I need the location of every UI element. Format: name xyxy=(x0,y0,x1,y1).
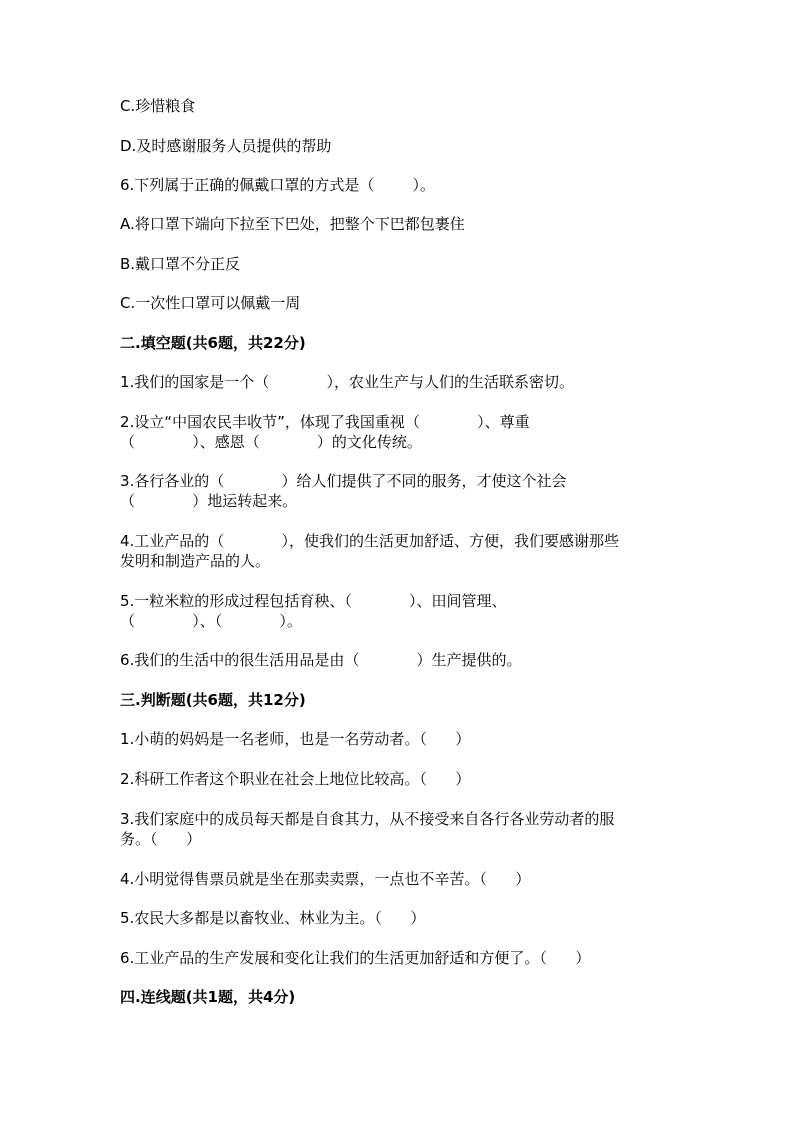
fill-question-2-line-1: 2.设立“中国农民丰收节”，体现了我国重视（ ）、尊重 xyxy=(120,413,530,431)
option-b-mask: B.戴口罩不分正反 xyxy=(120,255,241,273)
fill-question-1: 1.我们的国家是一个（ ），农业生产与人们的生活联系密切。 xyxy=(120,373,575,391)
judge-question-2: 2.科研工作者这个职业在社会上地位比较高。（ ） xyxy=(120,770,471,788)
fill-question-3-line-2: （ ）地运转起来。 xyxy=(120,492,298,510)
option-c-cherish-grain: C.珍惜粮食 xyxy=(120,97,196,115)
judge-question-3-line-2: 务。（ ） xyxy=(120,830,202,848)
fill-question-4-line-1: 4.工业产品的（ ），使我们的生活更加舒适、方便，我们要感谢那些 xyxy=(120,532,620,550)
fill-question-2-line-2: （ ）、感恩（ ）的文化传统。 xyxy=(120,433,422,451)
judge-question-1: 1.小萌的妈妈是一名老师，也是一名劳动者。（ ） xyxy=(120,730,471,748)
option-a-mask: A.将口罩下端向下拉至下巴处，把整个下巴都包裹住 xyxy=(120,215,465,233)
option-d-thank-service: D.及时感谢服务人员提供的帮助 xyxy=(120,137,332,155)
judge-question-6: 6.工业产品的生产发展和变化让我们的生活更加舒适和方便了。（ ） xyxy=(120,949,591,967)
question-6-mask: 6.下列属于正确的佩戴口罩的方式是（ ）。 xyxy=(120,176,435,194)
fill-question-5-line-2: （ ）、（ ）。 xyxy=(120,612,302,630)
fill-question-3-line-1: 3.各行各业的（ ）给人们提供了不同的服务，才使这个社会 xyxy=(120,472,567,490)
judge-question-5: 5.农民大多都是以畜牧业、林业为主。（ ） xyxy=(120,909,426,927)
fill-question-4-line-2: 发明和制造产品的人。 xyxy=(120,552,271,570)
option-c-mask: C.一次性口罩可以佩戴一周 xyxy=(120,294,301,312)
judge-question-4: 4.小明觉得售票员就是坐在那卖卖票，一点也不辛苦。（ ） xyxy=(120,870,531,888)
fill-question-6: 6.我们的生活中的很生活用品是由（ ）生产提供的。 xyxy=(120,651,522,669)
section-heading-matching: 四.连线题(共1题，共4分) xyxy=(120,988,296,1006)
section-heading-true-false: 三.判断题(共6题，共12分) xyxy=(120,691,306,709)
fill-question-5-line-1: 5.一粒米粒的形成过程包括育秧、（ ）、田间管理、 xyxy=(120,592,507,610)
section-heading-fill-blank: 二.填空题(共6题，共22分) xyxy=(120,334,306,352)
judge-question-3-line-1: 3.我们家庭中的成员每天都是自食其力，从不接受来自各行各业劳动者的服 xyxy=(120,810,615,828)
